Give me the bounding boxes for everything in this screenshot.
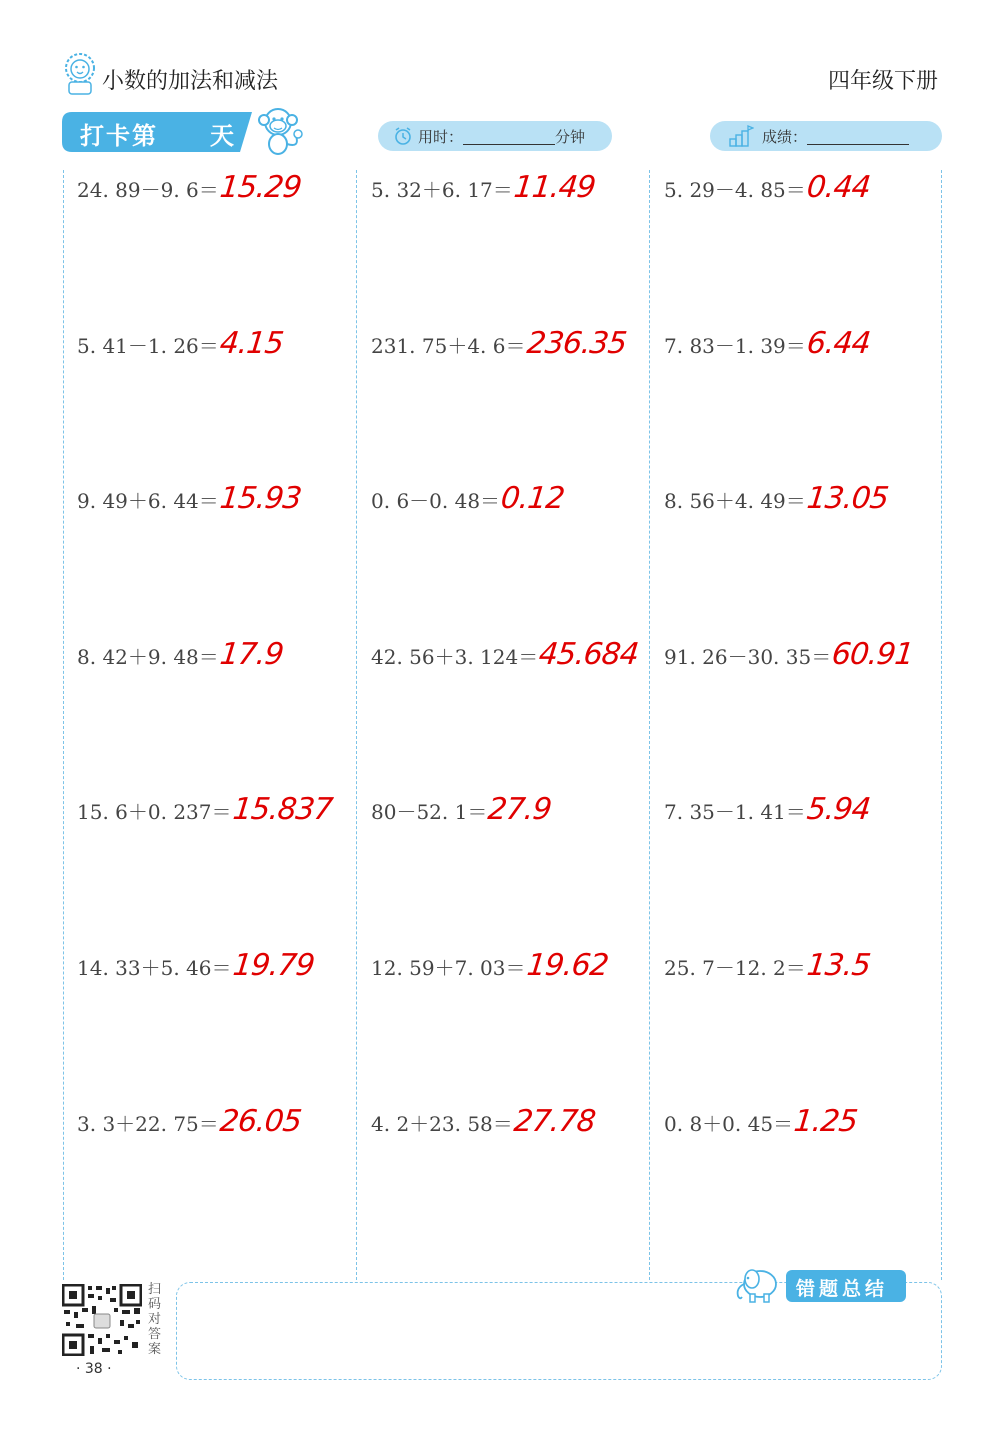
problem-item [664,792,870,827]
summary-label: 错题总结 [796,1278,889,1300]
problem-expression: 24. 89－9. 6＝ [77,178,219,202]
problem-expression: 42. 56＋3. 124＝ [371,645,539,669]
score-field [710,121,942,151]
problem-expression: 80－52. 1＝ [371,800,488,824]
problem-item [664,1104,857,1139]
handwritten-answer: 11.49 [511,170,597,205]
problem-item [664,637,913,672]
handwritten-answer: 15.837 [230,792,334,827]
problem-expression: 25. 7－12. 2＝ [664,956,806,980]
column-divider [356,170,357,1280]
handwritten-answer: 13.5 [804,948,872,983]
time-label: 用时： [418,127,464,146]
qr-caption: 扫码对答案 [148,1282,162,1357]
handwritten-answer: 27.9 [486,792,553,827]
problem-expression: 5. 41－1. 26＝ [77,334,219,358]
problem-item [371,637,641,672]
problem-expression: 0. 8＋0. 45＝ [664,1112,794,1136]
problem-item [77,481,301,516]
column-divider [941,170,942,1280]
check-in-day-label: 天 [210,122,234,150]
problem-item [77,792,332,827]
page-number: · 38 · [76,1361,112,1377]
monkey-mascot-icon [252,104,308,158]
problem-item [664,326,870,361]
problem-expression: 7. 83－1. 39＝ [664,334,806,358]
problem-expression: 231. 75＋4. 6＝ [371,334,526,358]
alarm-clock-icon [392,125,414,147]
elephant-mascot-icon [732,1264,784,1304]
problem-item [77,170,301,205]
score-blank[interactable] [807,128,909,145]
handwritten-answer: 19.79 [230,948,316,983]
grade-label: 四年级下册 [827,69,938,94]
problem-item [77,326,283,361]
column-divider [649,170,650,1280]
problem-expression: 5. 29－4. 85＝ [664,178,806,202]
check-in-label: 打卡第 [80,122,158,150]
problem-expression: 7. 35－1. 41＝ [664,800,806,824]
problem-item [664,481,888,516]
problem-expression: 8. 56＋4. 49＝ [664,489,806,513]
section-title: 小数的加法和减法 [102,69,279,94]
lion-mascot-icon [60,52,100,96]
handwritten-answer: 15.93 [217,481,303,516]
qr-code-icon[interactable] [62,1284,142,1356]
problem-expression: 15. 6＋0. 237＝ [77,800,232,824]
time-field [378,121,612,151]
problem-expression: 14. 33＋5. 46＝ [77,956,232,980]
handwritten-answer: 4.15 [217,326,285,361]
problem-expression: 3. 3＋22. 75＝ [77,1112,219,1136]
handwritten-answer: 17.9 [217,637,285,672]
problem-item [371,170,595,205]
problem-item [77,1104,301,1139]
problem-item [664,170,870,205]
problem-item [77,637,283,672]
problem-item [371,1104,595,1139]
handwritten-answer: 0.44 [804,170,872,205]
problem-expression: 8. 42＋9. 48＝ [77,645,219,669]
time-blank[interactable] [463,128,555,145]
problem-expression: 5. 32＋6. 17＝ [371,178,513,202]
handwritten-answer: 5.94 [804,792,872,827]
podium-flag-icon [728,125,754,147]
problem-expression: 0. 6－0. 48＝ [371,489,501,513]
problem-expression: 91. 26－30. 35＝ [664,645,832,669]
problem-expression: 9. 49＋6. 44＝ [77,489,219,513]
handwritten-answer: 60.91 [830,637,915,672]
handwritten-answer: 45.684 [537,637,641,672]
problem-item [371,481,564,516]
problem-expression: 4. 2＋23. 58＝ [371,1112,513,1136]
score-label: 成绩： [762,127,808,146]
column-divider [63,170,64,1280]
handwritten-answer: 236.35 [524,326,628,361]
handwritten-answer: 19.62 [524,948,610,983]
problem-item [371,948,610,983]
handwritten-answer: 27.78 [511,1104,597,1139]
handwritten-answer: 6.44 [804,326,872,361]
problem-item [664,948,870,983]
problem-item [77,948,316,983]
handwritten-answer: 0.12 [499,481,566,516]
problem-expression: 12. 59＋7. 03＝ [371,956,526,980]
handwritten-answer: 26.05 [217,1104,303,1139]
problem-item [371,326,626,361]
handwritten-answer: 13.05 [804,481,890,516]
handwritten-answer: 1.25 [792,1104,859,1139]
time-unit: 分钟 [555,127,586,146]
problem-item [371,792,551,827]
handwritten-answer: 15.29 [217,170,303,205]
